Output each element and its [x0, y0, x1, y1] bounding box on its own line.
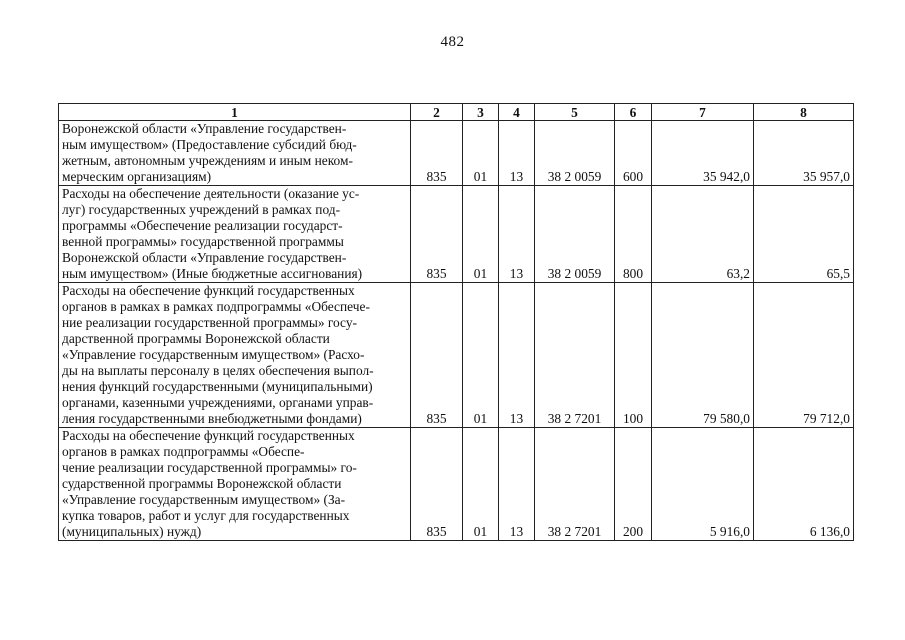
- description-line: органами, казенными учреждениями, органами управ-: [62, 395, 374, 410]
- expense-type-code: 800: [615, 186, 652, 283]
- row-description: [59, 428, 411, 541]
- description-line: (муниципальных) нужд): [62, 524, 202, 539]
- column-header: 5: [535, 104, 615, 121]
- budget-table: [58, 103, 854, 541]
- expense-type-code: 100: [615, 283, 652, 428]
- ministry-code: 835: [411, 186, 463, 283]
- description-line: Воронежской области «Управление государствен-: [62, 250, 347, 265]
- description-line: ным имуществом» (Иные бюджетные ассигнования): [62, 266, 363, 281]
- description-line: дарственной программы Воронежской области: [62, 331, 330, 346]
- description-line: луг) государственных учреждений в рамках под-: [62, 202, 341, 217]
- description-line: венной программы» государственной программы: [62, 234, 344, 249]
- amount-col8: 65,5: [754, 186, 854, 283]
- description-line: «Управление государственным имуществом» (Расхо-: [62, 347, 365, 362]
- column-header: 6: [615, 104, 652, 121]
- description-line: «Управление государственным имуществом» (За-: [62, 492, 346, 507]
- target-article-code: 38 2 7201: [535, 428, 615, 541]
- subsection-code: 13: [499, 121, 535, 186]
- row-description: [59, 121, 411, 186]
- description-line: жетным, автономным учреждениям и иным неком-: [62, 153, 353, 168]
- description-line: сударственной программы Воронежской области: [62, 476, 342, 491]
- subsection-code: 13: [499, 186, 535, 283]
- description-line: Расходы на обеспечение деятельности (оказание ус-: [62, 186, 360, 201]
- table-header-row: [59, 104, 854, 121]
- amount-col7: 63,2: [652, 186, 754, 283]
- section-code: 01: [463, 428, 499, 541]
- table-row: [59, 428, 854, 541]
- column-header: 7: [652, 104, 754, 121]
- description-line: мерческим организациям): [62, 169, 212, 184]
- target-article-code: 38 2 0059: [535, 186, 615, 283]
- target-article-code: 38 2 0059: [535, 121, 615, 186]
- description-line: органов в рамках подпрограммы «Обеспе-: [62, 444, 305, 459]
- description-line: программы «Обеспечение реализации государст-: [62, 218, 343, 233]
- column-header: 3: [463, 104, 499, 121]
- amount-col7: 5 916,0: [652, 428, 754, 541]
- table-row: [59, 283, 854, 428]
- description-line: ды на выплаты персоналу в целях обеспечения выпол-: [62, 363, 374, 378]
- description-line: Расходы на обеспечение функций государственных: [62, 283, 355, 298]
- amount-col8: 79 712,0: [754, 283, 854, 428]
- target-article-code: 38 2 7201: [535, 283, 615, 428]
- expense-type-code: 600: [615, 121, 652, 186]
- expense-type-code: 200: [615, 428, 652, 541]
- column-header: 1: [59, 104, 411, 121]
- description-line: органов в рамках в рамках подпрограммы «Обеспече-: [62, 299, 370, 314]
- row-description: [59, 186, 411, 283]
- table-row: [59, 186, 854, 283]
- description-line: Расходы на обеспечение функций государственных: [62, 428, 355, 443]
- section-code: 01: [463, 283, 499, 428]
- ministry-code: 835: [411, 428, 463, 541]
- amount-col8: 35 957,0: [754, 121, 854, 186]
- column-header: 4: [499, 104, 535, 121]
- row-description: [59, 283, 411, 428]
- description-line: Воронежской области «Управление государствен-: [62, 121, 347, 136]
- amount-col7: 79 580,0: [652, 283, 754, 428]
- table-row: [59, 121, 854, 186]
- subsection-code: 13: [499, 283, 535, 428]
- column-header: 2: [411, 104, 463, 121]
- description-line: нения функций государственными (муниципальными): [62, 379, 373, 394]
- description-line: ным имуществом» (Предоставление субсидий бюд-: [62, 137, 357, 152]
- ministry-code: 835: [411, 283, 463, 428]
- subsection-code: 13: [499, 428, 535, 541]
- description-line: ления государственными внебюджетными фондами): [62, 411, 362, 426]
- description-line: чение реализации государственной программы» го-: [62, 460, 357, 475]
- section-code: 01: [463, 186, 499, 283]
- description-line: ние реализации государственной программы» госу-: [62, 315, 357, 330]
- description-line: купка товаров, работ и услуг для государственных: [62, 508, 350, 523]
- amount-col8: 6 136,0: [754, 428, 854, 541]
- section-code: 01: [463, 121, 499, 186]
- column-header: 8: [754, 104, 854, 121]
- page-number: 482: [440, 34, 465, 50]
- ministry-code: 835: [411, 121, 463, 186]
- amount-col7: 35 942,0: [652, 121, 754, 186]
